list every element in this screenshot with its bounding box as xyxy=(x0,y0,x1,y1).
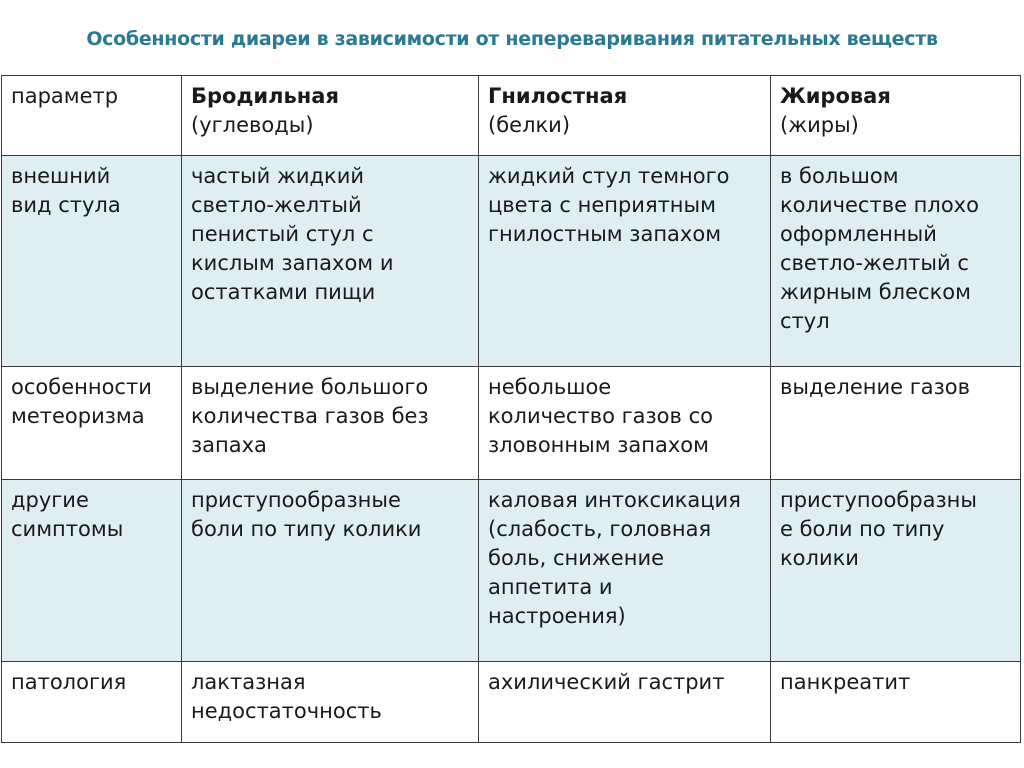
row-param-cell xyxy=(2,156,182,367)
cell-text: ахилический гастрит xyxy=(488,670,725,694)
diarrhea-comparison-table xyxy=(1,75,1021,743)
cell-text: каловая интоксикация (слабость, головная боль, снижение аппетита и настроения) xyxy=(488,488,741,628)
row-param-label: внешний вид стула xyxy=(11,164,121,217)
header-title-fermentative: Бродильная xyxy=(191,84,339,108)
row-param-label: патология xyxy=(11,670,127,694)
table-cell xyxy=(182,662,479,743)
header-cell-param xyxy=(2,76,182,156)
header-subtitle-fermentative: (углеводы) xyxy=(191,113,314,137)
table-cell xyxy=(771,367,1021,480)
row-param-label: особенности метеоризма xyxy=(11,375,152,428)
table-cell xyxy=(479,367,771,480)
row-param-label: другие симптомы xyxy=(11,488,124,541)
header-cell-fatty xyxy=(771,76,1021,156)
cell-text: выделение большого количества газов без запаха xyxy=(191,375,429,457)
cell-text: жидкий стул темного цвета с неприятным гнилостным запахом xyxy=(488,164,730,246)
header-subtitle-putrefactive: (белки) xyxy=(488,113,571,137)
header-param-label: параметр xyxy=(11,84,119,108)
cell-text: в большом количестве плохо оформленный светло-желтый с жирным блеском стул xyxy=(780,164,979,333)
cell-text: выделение газов xyxy=(780,375,971,399)
header-cell-fermentative xyxy=(182,76,479,156)
cell-text: панкреатит xyxy=(780,670,911,694)
table-header-row xyxy=(2,76,1021,156)
table-cell xyxy=(479,662,771,743)
page-title: Особенности диареи в зависимости от непереваривания питательных веществ xyxy=(86,28,938,50)
table-cell xyxy=(182,480,479,662)
table-cell xyxy=(771,156,1021,367)
table-cell xyxy=(182,156,479,367)
row-param-cell xyxy=(2,662,182,743)
table-cell xyxy=(771,480,1021,662)
header-cell-putrefactive xyxy=(479,76,771,156)
cell-text: приступообразные боли по типу колики xyxy=(191,488,422,541)
table-row xyxy=(2,367,1021,480)
table-row xyxy=(2,156,1021,367)
header-subtitle-fatty: (жиры) xyxy=(780,113,859,137)
cell-text: частый жидкий светло-желтый пенистый стул с кислым запахом и остатками пищи xyxy=(191,164,394,304)
table-cell xyxy=(479,480,771,662)
row-param-cell xyxy=(2,367,182,480)
header-title-fatty: Жировая xyxy=(780,84,891,108)
cell-text: лактазная недостаточность xyxy=(191,670,382,723)
cell-text: небольшое количество газов со зловонным запахом xyxy=(488,375,713,457)
header-title-putrefactive: Гнилостная xyxy=(488,84,628,108)
table-row xyxy=(2,662,1021,743)
cell-text: приступообразны е боли по типу колики xyxy=(780,488,977,570)
table-cell xyxy=(182,367,479,480)
table-row xyxy=(2,480,1021,662)
table-cell xyxy=(479,156,771,367)
row-param-cell xyxy=(2,480,182,662)
table-cell xyxy=(771,662,1021,743)
